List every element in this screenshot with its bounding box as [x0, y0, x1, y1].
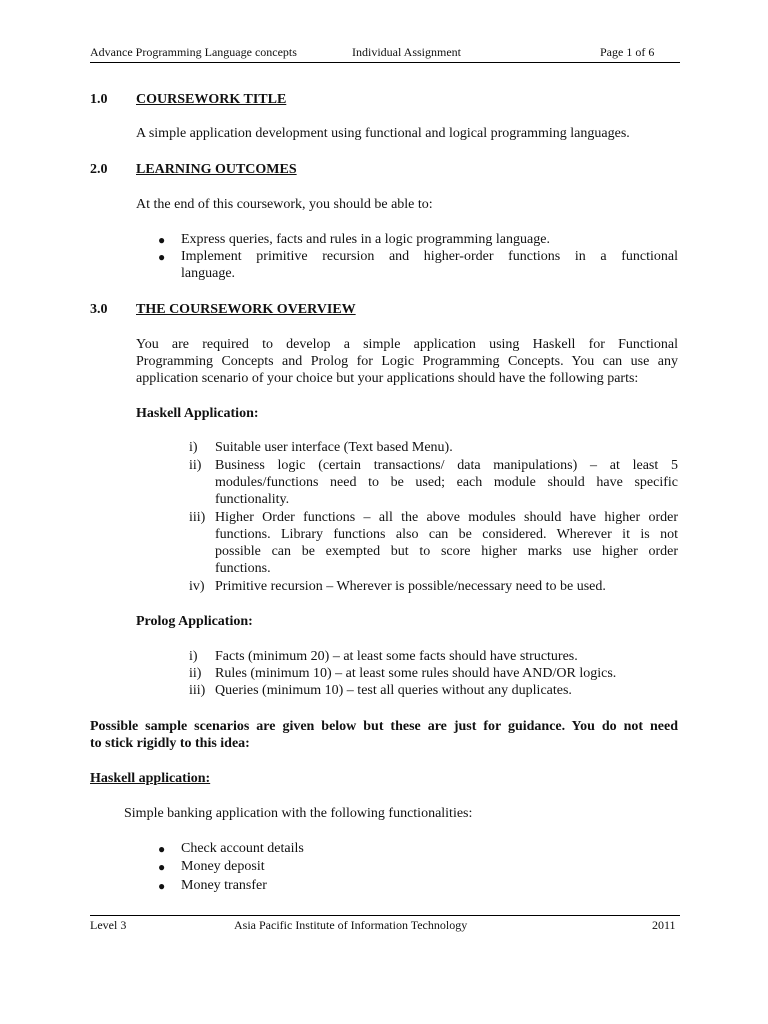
header-course: Advance Programming Language concepts	[90, 45, 297, 59]
footer-rule	[90, 915, 680, 916]
bullet-icon: ●	[158, 860, 166, 874]
bullet-icon: ●	[158, 233, 166, 247]
section-2-number: 2.0	[90, 162, 108, 177]
haskell-item-text: modules/functions need to be used; each module should have specific	[215, 475, 678, 490]
haskell-item-text: Primitive recursion – Wherever is possible/necessary need to be used.	[215, 579, 606, 594]
prolog-item-number: iii)	[189, 683, 206, 698]
prolog-item-number: ii)	[189, 666, 202, 681]
haskell-item-number: iii)	[189, 510, 206, 525]
haskell-item-text: Business logic (certain transactions/ data manipulations) – at least 5	[215, 458, 678, 473]
footer-level: Level 3	[90, 918, 127, 932]
bullet-icon: ●	[158, 250, 166, 264]
haskell-item-text: functionality.	[215, 492, 290, 507]
prolog-heading: Prolog Application:	[136, 614, 253, 629]
sample-heading: Haskell application:	[90, 771, 211, 786]
haskell-item-number: ii)	[189, 458, 202, 473]
prolog-item-text: Facts (minimum 20) – at least some facts should have structures.	[215, 649, 578, 664]
footer-year: 2011	[652, 918, 676, 932]
haskell-item-number: i)	[189, 440, 198, 455]
haskell-item-text: Higher Order functions – all the above modules should have higher order	[215, 510, 678, 525]
section-1-text: A simple application development using functional and logical programming languages.	[136, 126, 630, 141]
section-2-title: LEARNING OUTCOMES	[136, 162, 297, 177]
bullet-icon: ●	[158, 842, 166, 856]
haskell-item-text: functions. Library functions also can be considered. Wherever it is not	[215, 527, 678, 542]
section-3-title: THE COURSEWORK OVERVIEW	[136, 302, 356, 317]
section-1-title: COURSEWORK TITLE	[136, 92, 287, 107]
overview-line: Programming Concepts and Prolog for Logic Programming Concepts. You can use any	[136, 354, 678, 369]
sample-intro: Simple banking application with the following functionalities:	[124, 806, 473, 821]
section-2-intro: At the end of this coursework, you should be able to:	[136, 197, 433, 212]
guidance-note-line: to stick rigidly to this idea:	[90, 736, 250, 751]
header-rule	[90, 62, 680, 63]
outcome-item: Implement primitive recursion and higher-order functions in a functional	[181, 249, 678, 264]
overview-line: application scenario of your choice but your applications should have the following parts:	[136, 371, 639, 386]
sample-feature: Money deposit	[181, 859, 265, 874]
haskell-item-number: iv)	[189, 579, 205, 594]
guidance-note-line: Possible sample scenarios are given below but these are just for guidance. You do not need	[90, 719, 678, 734]
outcome-item-continuation: language.	[181, 266, 236, 281]
section-1-number: 1.0	[90, 92, 108, 107]
bullet-icon: ●	[158, 879, 166, 893]
haskell-item-text: functions.	[215, 561, 271, 576]
outcome-item: Express queries, facts and rules in a logic programming language.	[181, 232, 550, 247]
overview-line: You are required to develop a simple application using Haskell for Functional	[136, 337, 678, 352]
header-assignment-type: Individual Assignment	[352, 45, 461, 59]
haskell-item-text: possible can be exempted but to score higher marks use higher order	[215, 544, 678, 559]
prolog-item-text: Queries (minimum 10) – test all queries without any duplicates.	[215, 683, 572, 698]
haskell-heading: Haskell Application:	[136, 406, 259, 421]
prolog-item-text: Rules (minimum 10) – at least some rules should have AND/OR logics.	[215, 666, 617, 681]
section-3-number: 3.0	[90, 302, 108, 317]
haskell-item-text: Suitable user interface (Text based Menu).	[215, 440, 453, 455]
footer-institute: Asia Pacific Institute of Information Technology	[234, 918, 468, 932]
sample-feature: Check account details	[181, 841, 304, 856]
sample-feature: Money transfer	[181, 878, 267, 893]
header-page-number: Page 1 of 6	[600, 45, 655, 59]
prolog-item-number: i)	[189, 649, 198, 664]
